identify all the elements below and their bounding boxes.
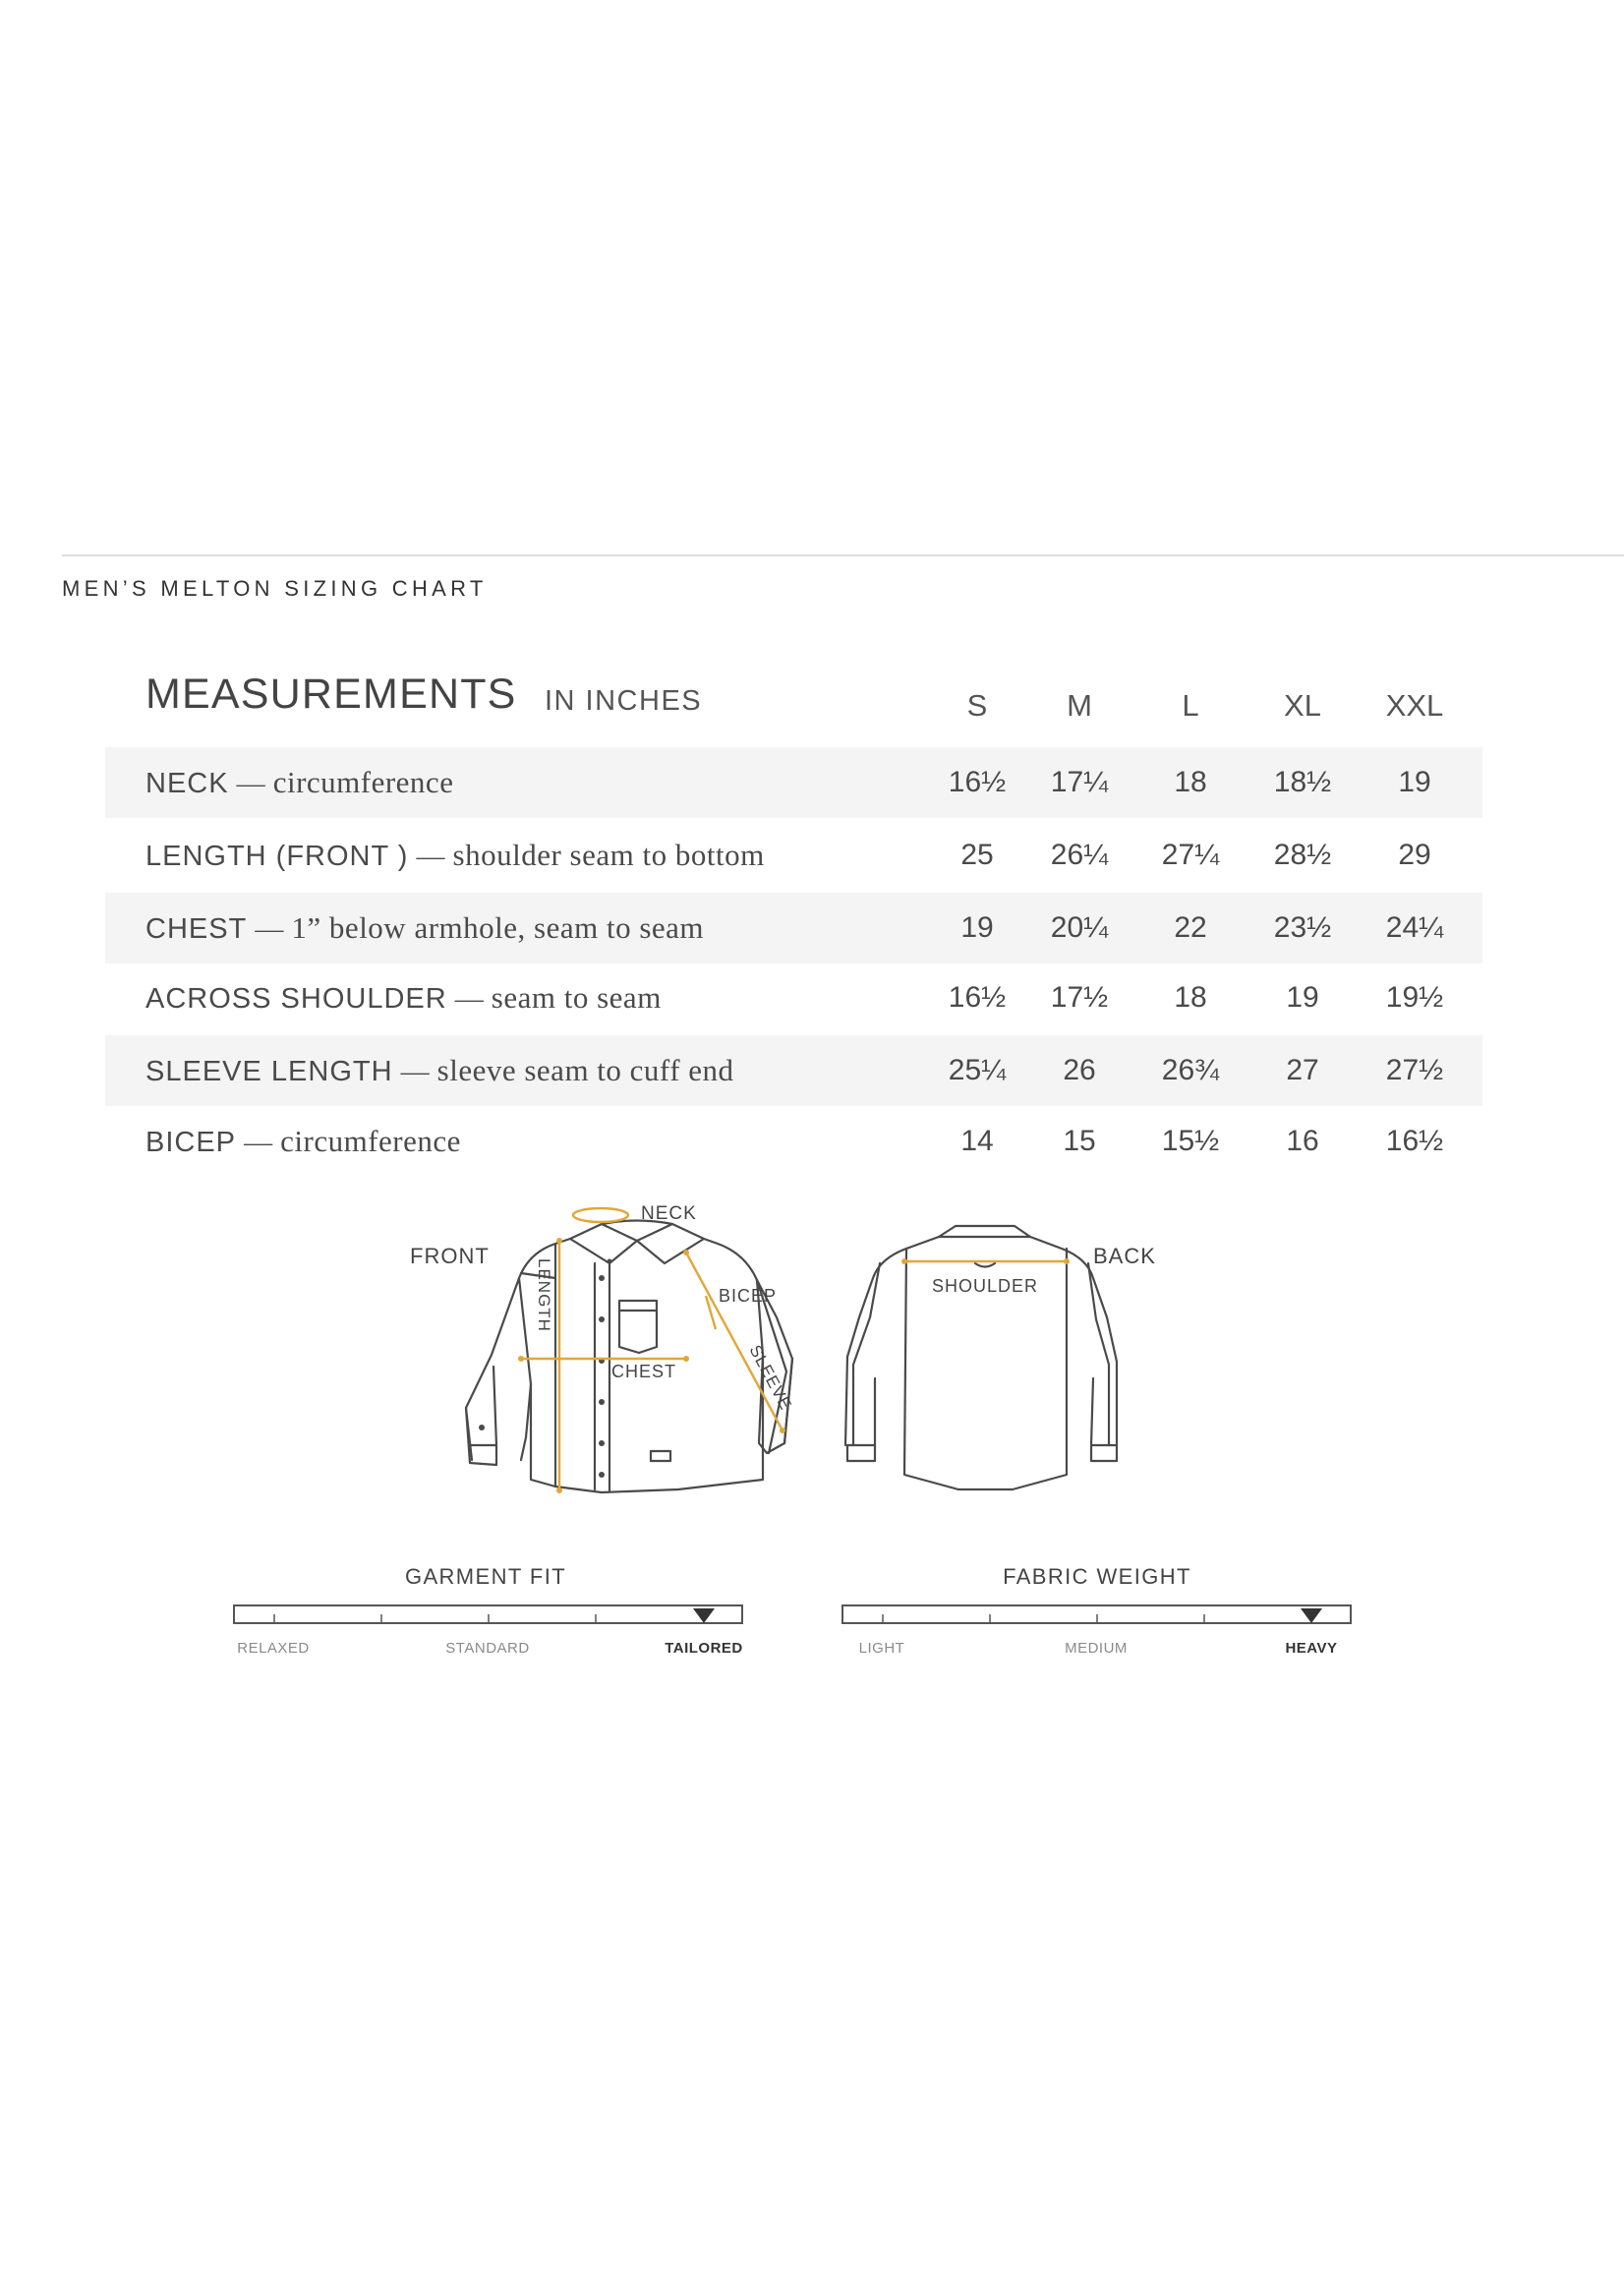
value-cell: 18	[1174, 766, 1207, 798]
value-cell: 18½	[1273, 766, 1332, 798]
shoulder-label: SHOULDER	[932, 1276, 1039, 1296]
fabric-weight-label-light: LIGHT	[858, 1640, 905, 1657]
value-cell: 23½	[1273, 911, 1332, 944]
value-cell: 19	[1398, 766, 1431, 798]
size-header-l: L	[1182, 688, 1199, 723]
fabric-weight-title: FABRIC WEIGHT	[1003, 1564, 1191, 1589]
measurement-name: SLEEVE LENGTH	[145, 1056, 393, 1087]
fabric-weight-scale	[842, 1605, 1351, 1623]
value-cell: 16½	[948, 981, 1007, 1014]
garment-fit-label-relaxed: RELAXED	[237, 1640, 310, 1657]
value-cell: 19	[1286, 981, 1319, 1014]
garment-fit-label-standard: STANDARD	[445, 1640, 530, 1657]
measurement-name: NECK	[145, 768, 229, 799]
fabric-weight-label-medium: MEDIUM	[1065, 1640, 1128, 1657]
size-header-xxl: XXL	[1385, 688, 1444, 723]
value-cell: 17½	[1050, 981, 1109, 1014]
measurement-desc: sleeve seam to cuff end	[436, 1053, 734, 1087]
chart-title: MEN’S MELTON SIZING CHART	[62, 576, 488, 601]
measurement-name: LENGTH (FRONT )	[145, 841, 409, 872]
value-cell: 15	[1063, 1125, 1096, 1157]
value-cell: 26	[1063, 1054, 1096, 1086]
measurement-name: CHEST	[145, 913, 248, 945]
value-cell: 15½	[1161, 1125, 1220, 1157]
measurement-desc: 1” below armhole, seam to seam	[291, 910, 705, 945]
value-cell: 20¼	[1050, 911, 1109, 944]
value-cell: 27½	[1385, 1054, 1444, 1086]
length-label: LENGTH	[535, 1258, 553, 1332]
size-header-s: S	[966, 688, 988, 723]
size-header-m: M	[1067, 688, 1092, 723]
value-cell: 24¼	[1385, 911, 1444, 944]
value-cell: 26¾	[1161, 1054, 1220, 1086]
separator: —	[255, 913, 284, 945]
value-cell: 28½	[1273, 839, 1332, 871]
value-cell: 16½	[1385, 1125, 1444, 1157]
garment-fit-label-tailored: TAILORED	[665, 1640, 743, 1657]
measurement-desc: circumference	[272, 765, 454, 799]
garment-fit-title: GARMENT FIT	[404, 1564, 567, 1589]
chest-label: CHEST	[611, 1362, 677, 1381]
measurement-desc: circumference	[280, 1124, 461, 1158]
back-label: BACK	[1093, 1244, 1156, 1268]
value-cell: 26¼	[1050, 839, 1109, 871]
value-cell: 17¼	[1050, 766, 1109, 798]
size-header-xl: XL	[1284, 688, 1321, 723]
front-label: FRONT	[410, 1244, 490, 1268]
value-cell: 19½	[1385, 981, 1444, 1014]
neck-label: NECK	[641, 1203, 697, 1224]
separator: —	[416, 841, 445, 872]
measurement-desc: seam to seam	[491, 980, 662, 1015]
separator: —	[400, 1056, 430, 1087]
value-cell: 25	[960, 839, 994, 871]
fabric-weight-label-heavy: HEAVY	[1285, 1640, 1338, 1657]
separator: —	[244, 1127, 273, 1158]
value-cell: 18	[1174, 981, 1207, 1014]
value-cell: 27	[1286, 1054, 1319, 1086]
garment-fit-scale	[234, 1605, 742, 1623]
measurements-unit: IN INCHES	[545, 685, 703, 717]
value-cell: 29	[1398, 839, 1431, 871]
measurements-heading: MEASUREMENTS	[145, 671, 517, 718]
measurement-name: BICEP	[145, 1127, 237, 1158]
separator: —	[454, 983, 484, 1015]
value-cell: 27¼	[1161, 839, 1220, 871]
bicep-label: BICEP	[719, 1286, 778, 1306]
value-cell: 22	[1174, 911, 1207, 944]
value-cell: 14	[960, 1125, 994, 1157]
sleeve-label: SLEEVE	[745, 1341, 796, 1414]
separator: —	[236, 768, 265, 799]
value-cell: 16	[1286, 1125, 1319, 1157]
measurement-name: ACROSS SHOULDER	[145, 983, 447, 1015]
value-cell: 25¼	[948, 1054, 1007, 1086]
value-cell: 16½	[948, 766, 1007, 798]
measurement-desc: shoulder seam to bottom	[452, 838, 765, 872]
value-cell: 19	[960, 911, 994, 944]
